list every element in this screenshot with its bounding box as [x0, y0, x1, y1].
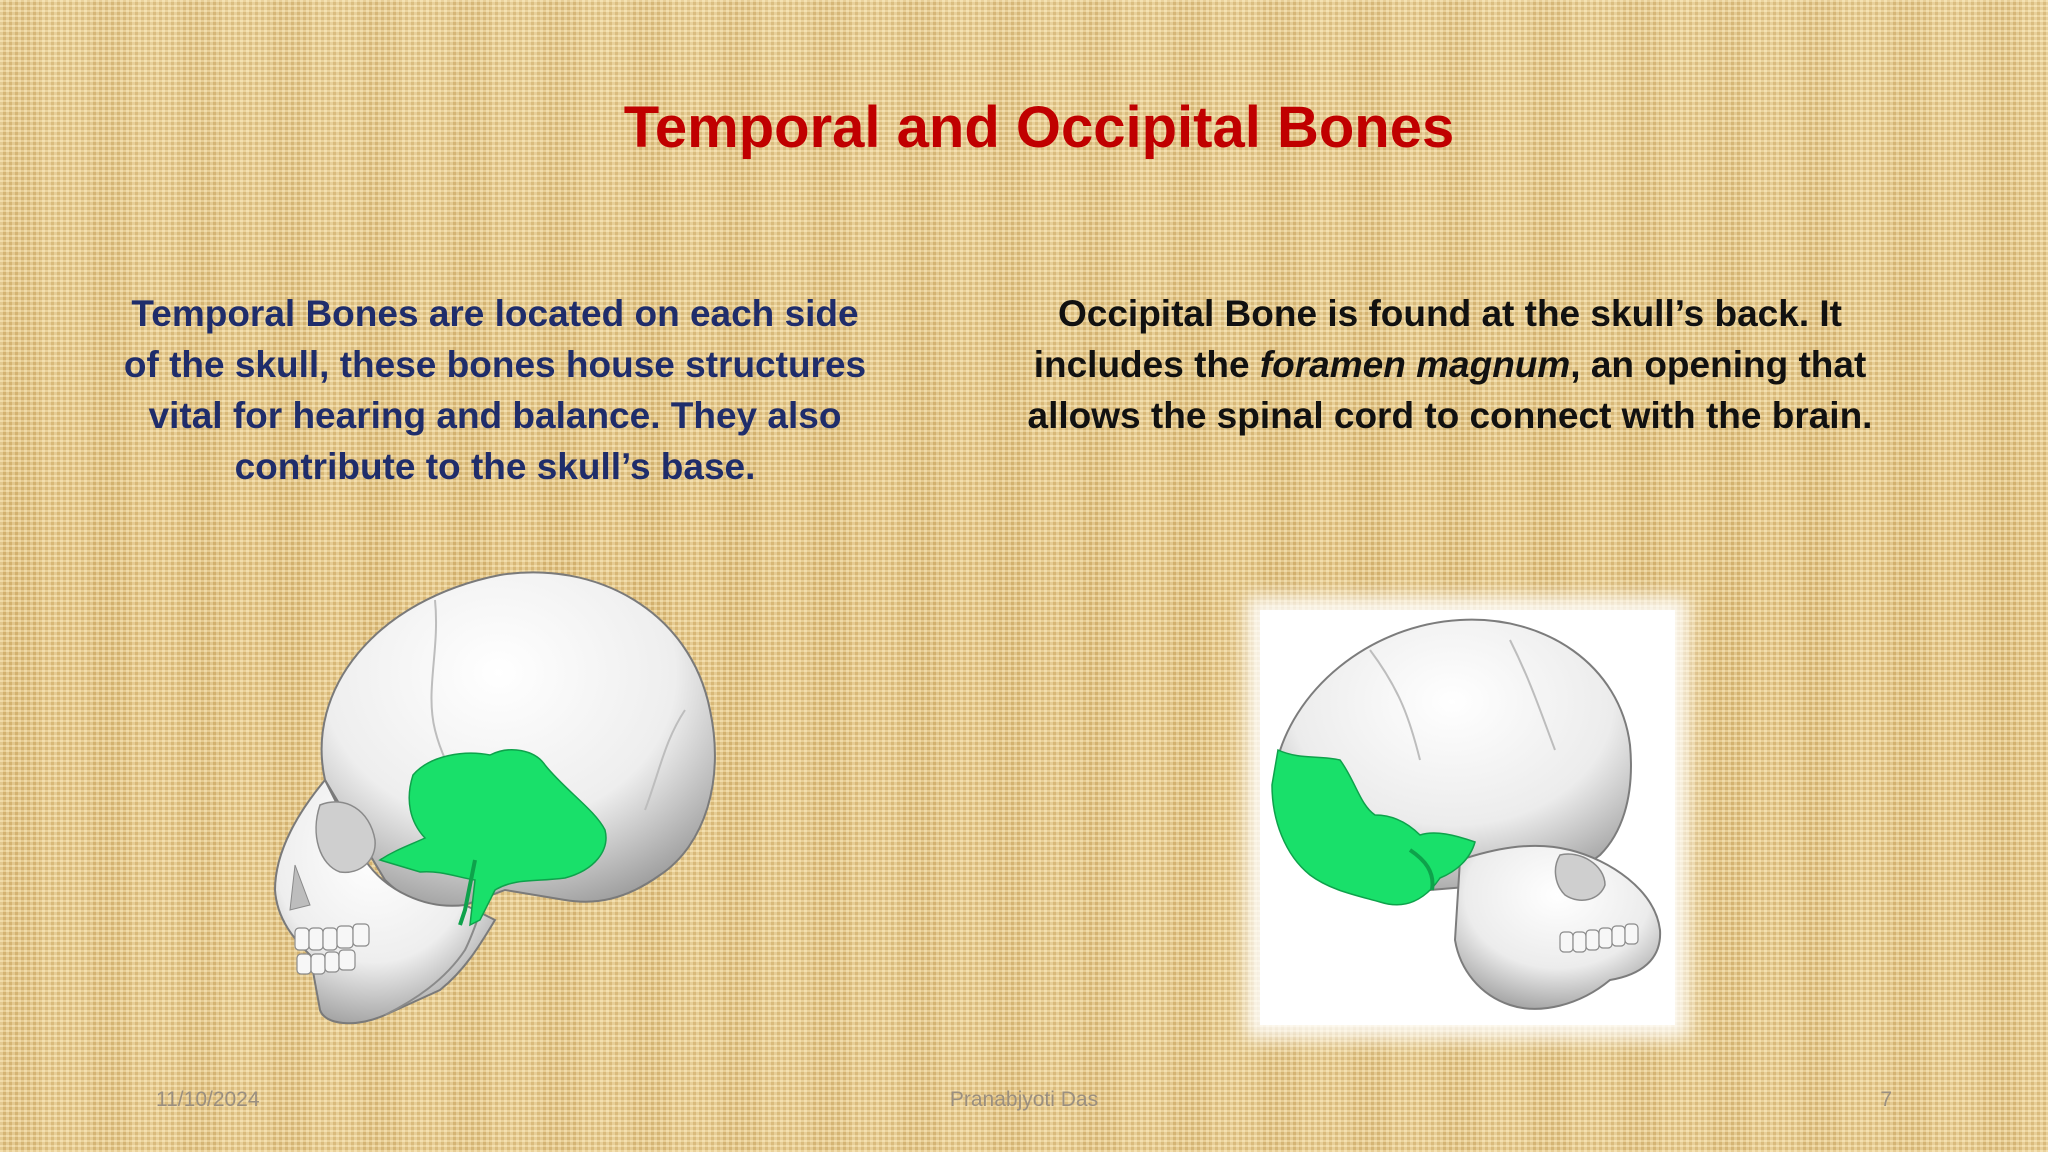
occipital-text-part1: Occipital Bone is found at the skull’s back. It includes the: [1033, 293, 1842, 385]
footer-page-number: 7: [1880, 1088, 1892, 1111]
slide-title: Temporal and Occipital Bones: [623, 95, 1455, 160]
footer-author: Pranabjyoti Das: [949, 1088, 1099, 1111]
temporal-bone-skull-image: [265, 560, 725, 1030]
occipital-bone-description: [990, 288, 1910, 441]
footer-date: 11/10/2024: [156, 1088, 260, 1111]
temporal-bones-description: Temporal Bones are located on each side of the skull, these bones house structures vital for hearing and balance. They also contribute to the skull’s base.: [123, 293, 867, 487]
foramen-magnum-term: foramen magnum: [1259, 344, 1571, 385]
occipital-text-part2: , an opening that allows the spinal cord to connect with the brain.: [1027, 344, 1873, 436]
occipital-bone-skull-image: [1260, 610, 1675, 1025]
occipital-bone-image-frame: [1260, 610, 1675, 1025]
